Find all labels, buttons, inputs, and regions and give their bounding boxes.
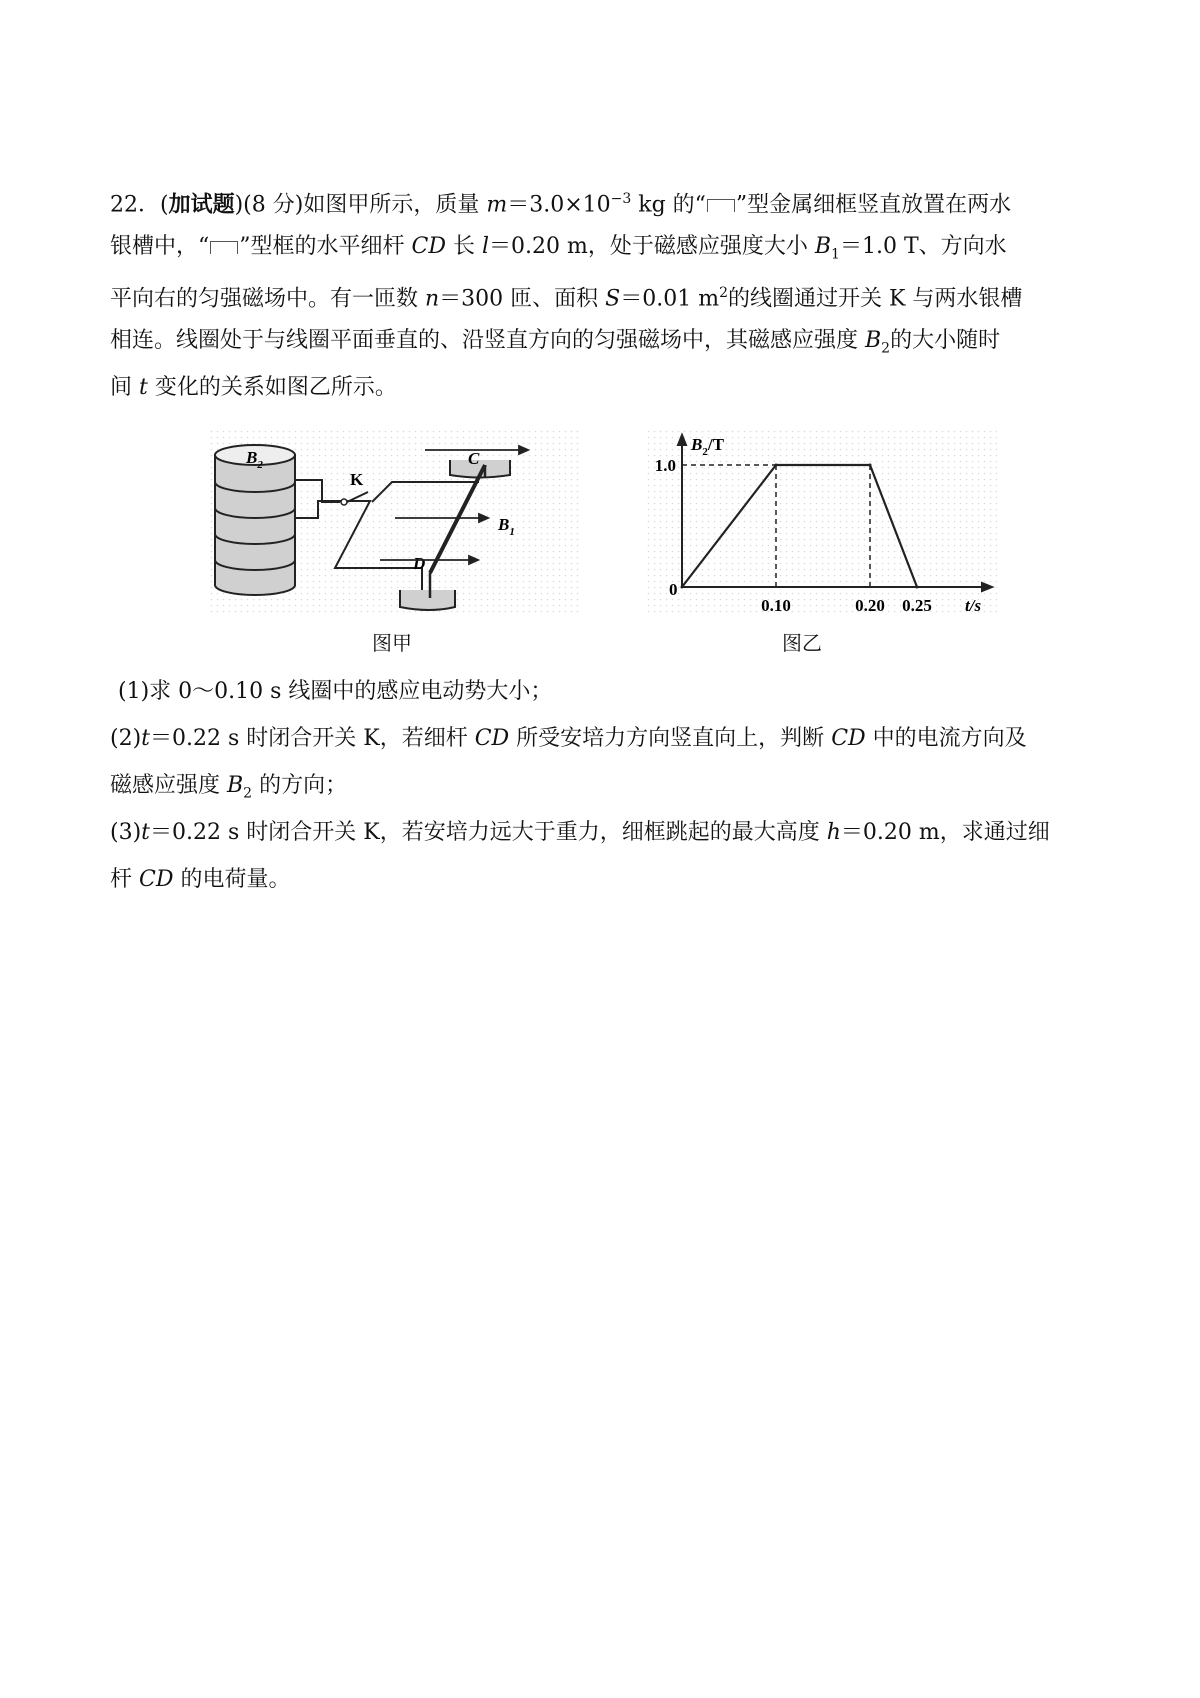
text-run: 间 — [110, 375, 139, 400]
var-b: B — [865, 328, 882, 353]
text-run: 平向右的匀强磁场中。有一匝数 — [110, 286, 425, 312]
subscript: 2 — [243, 785, 253, 802]
subscript: 2 — [881, 340, 891, 357]
text-run: ”型金属细框竖直放置在两水 — [735, 192, 1012, 218]
var-s: S — [605, 286, 621, 312]
y-axis-label: $B_2/T$ — [691, 435, 724, 458]
subscript: 1 — [831, 246, 840, 263]
text-run: 的电荷量。 — [173, 867, 291, 892]
caption-yi: 图乙 — [782, 631, 822, 655]
text-run: ”型框的水平细杆 — [239, 234, 412, 259]
frame-shape-icon — [210, 241, 238, 254]
caption-jia: 图甲 — [372, 631, 412, 655]
data-point — [681, 586, 684, 589]
y-tick-label: 1.0 — [654, 456, 676, 475]
text-run: 磁感应强度 — [110, 773, 227, 798]
problem-statement — [110, 176, 1100, 411]
x-tick-label: 0.25 — [902, 596, 932, 615]
text-run: 的大小随时 — [890, 328, 1001, 353]
text-run: 杆 — [110, 867, 139, 892]
coil — [215, 445, 295, 595]
text-run: )(8 分)如图甲所示，质量 — [234, 192, 487, 218]
coil-label: $B_2$ — [246, 448, 263, 471]
text-run: 银槽中，“ — [110, 234, 210, 259]
var-cd: CD — [831, 726, 866, 751]
var-cd: CD — [474, 726, 510, 751]
text-run: ＝3.0×10 — [507, 192, 611, 218]
text-run: ＝0.20 m，处于磁感应强度大小 — [489, 234, 815, 259]
problem-number: 22．( — [110, 192, 169, 218]
text-run: 的线圈通过开关 K 与两水银槽 — [728, 286, 1023, 312]
question-1 — [118, 668, 552, 715]
text-run: 变化的关系如图乙所示。 — [147, 375, 397, 400]
data-point — [869, 464, 872, 467]
figure-yi-chart — [647, 430, 997, 615]
text-run: 所受安培力方向竖直向上，判断 — [509, 726, 832, 751]
question-1-text: (1)求 0～0.10 s 线圈中的感应电动势大小； — [118, 679, 553, 704]
data-point — [775, 464, 778, 467]
var-t: t — [139, 375, 148, 400]
text-run: 长 — [445, 234, 482, 259]
question-3-line-1 — [110, 809, 1050, 856]
text-run: 相连。线圈处于与线圈平面垂直的、沿竖直方向的匀强磁场中，其磁感应强度 — [110, 328, 865, 353]
data-point — [916, 586, 919, 589]
text-run: 的方向； — [252, 773, 348, 798]
var-h: h — [826, 820, 841, 845]
text-run: ＝0.22 s 时闭合开关 K，若细杆 — [150, 726, 475, 751]
problem-line-3 — [110, 270, 1100, 317]
frame-shape-icon — [707, 199, 735, 212]
field-label-b1: $B_1$ — [498, 515, 515, 538]
var-l: l — [481, 234, 490, 259]
mercury-trough-lower — [400, 590, 455, 610]
exponent: −3 — [610, 191, 632, 207]
text-run: ＝1.0 T、方向水 — [839, 234, 1007, 259]
problem-tag: 加试题 — [168, 192, 235, 218]
x-tick-label: 0.10 — [761, 596, 791, 615]
var-m: m — [486, 192, 508, 218]
var-t: t — [141, 726, 151, 751]
var-b: B — [814, 234, 832, 259]
question-3-line-2 — [110, 856, 290, 903]
text-run: ＝0.20 m，求通过细 — [840, 820, 1050, 845]
text-run: (2) — [110, 726, 142, 751]
text-run: ＝0.01 m — [620, 286, 720, 312]
x-axis-label: t/s — [965, 596, 982, 615]
question-2-line-1 — [110, 715, 1027, 762]
figure-jia — [210, 430, 580, 615]
problem-line-5 — [110, 364, 1100, 411]
exponent: 2 — [719, 285, 728, 301]
text-run: ＝300 匝、面积 — [439, 286, 606, 312]
x-tick-label: 0.20 — [855, 596, 885, 615]
label-d: D — [413, 554, 426, 573]
text-run: (3) — [110, 820, 142, 845]
var-cd: CD — [139, 867, 174, 892]
problem-line-4 — [110, 317, 1100, 364]
switch-label: K — [350, 470, 364, 489]
text-run: 中的电流方向及 — [865, 726, 1027, 751]
switch-contact — [341, 499, 347, 505]
text-run: ＝0.22 s 时闭合开关 K，若安培力远大于重力，细框跳起的最大高度 — [150, 820, 827, 845]
var-cd: CD — [411, 234, 446, 259]
text-run: kg 的“ — [631, 192, 706, 218]
var-t: t — [141, 820, 151, 845]
origin-label: 0 — [669, 580, 678, 599]
var-n: n — [425, 286, 440, 312]
problem-line-1 — [110, 176, 1100, 223]
label-c: C — [468, 449, 480, 468]
problem-line-2 — [110, 223, 1100, 270]
var-b: B — [227, 773, 244, 798]
